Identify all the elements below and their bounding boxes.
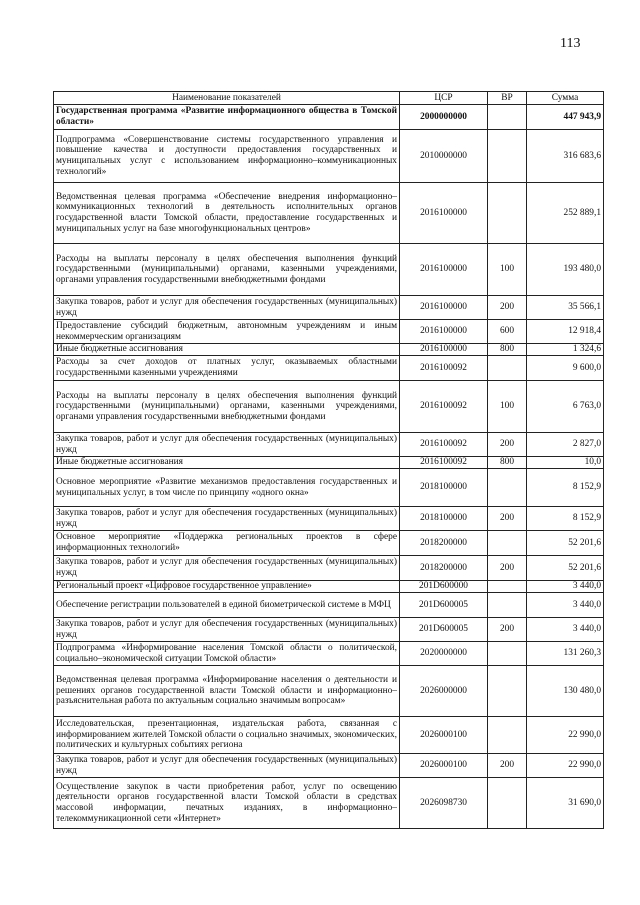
cell-vr <box>488 469 527 507</box>
cell-csr: 2026098730 <box>400 778 488 829</box>
cell-name: Основное мероприятие «Поддержка региональных проектов в сфере информационных технологий» <box>54 531 400 556</box>
cell-sum: 316 683,6 <box>527 130 604 183</box>
cell-name: Ведомственная целевая программа «Информирование населения о деятельности и решениях органов государственной власти Томской области и информационно–разъяснительная работа по актуальным социально значимым вопросам» <box>54 666 400 717</box>
table-row <box>54 105 604 130</box>
cell-name: Закупка товаров, работ и услуг для обеспечения государственных (муниципальных) нужд <box>54 556 400 581</box>
cell-vr <box>488 531 527 556</box>
cell-csr: 2016100000 <box>400 244 488 296</box>
table-row <box>54 469 604 507</box>
header-vr: ВР <box>488 92 527 105</box>
cell-sum: 22 990,0 <box>527 717 604 754</box>
cell-name: Осуществление закупок в части приобретения работ, услуг по освещению деятельности органов государственной власти Томской области в средствах массовой информации, печатных изданиях, в информационно–телекоммуникационной сети «Интернет» <box>54 778 400 829</box>
table-row <box>54 130 604 183</box>
cell-name: Государственная программа «Развитие информационного общества в Томской области» <box>54 105 400 130</box>
cell-sum: 10,0 <box>527 457 604 469</box>
table-row <box>54 531 604 556</box>
cell-name: Региональный проект «Цифровое государственное управление» <box>54 581 400 593</box>
table-row <box>54 183 604 244</box>
cell-csr: 2016100000 <box>400 183 488 244</box>
cell-vr: 200 <box>488 507 527 531</box>
cell-sum: 52 201,6 <box>527 556 604 581</box>
cell-name: Закупка товаров, работ и услуг для обеспечения государственных (муниципальных) нужд <box>54 296 400 320</box>
cell-vr: 200 <box>488 433 527 457</box>
table-row <box>54 642 604 666</box>
cell-name: Обеспечение регистрации пользователей в единой биометрической системе в МФЦ <box>54 593 400 618</box>
cell-vr: 200 <box>488 296 527 320</box>
cell-csr: 2010000000 <box>400 130 488 183</box>
table-row <box>54 507 604 531</box>
cell-csr: 2018200000 <box>400 556 488 581</box>
cell-csr: 201D600000 <box>400 581 488 593</box>
cell-name: Расходы на выплаты персоналу в целях обеспечения выполнения функций государственными (муниципальными) органами, казенными учреждениями, органами управления государственными внебюджетными фондами <box>54 381 400 433</box>
cell-name: Подпрограмма «Информирование населения Томской области о политической, социально–экономической ситуации Томской области» <box>54 642 400 666</box>
header-name: Наименование показателей <box>54 92 400 105</box>
cell-sum: 3 440,0 <box>527 618 604 642</box>
table-row <box>54 320 604 344</box>
cell-vr <box>488 183 527 244</box>
cell-sum: 3 440,0 <box>527 593 604 618</box>
cell-name: Закупка товаров, работ и услуг для обеспечения государственных (муниципальных) нужд <box>54 433 400 457</box>
cell-name: Закупка товаров, работ и услуг для обеспечения государственных (муниципальных) нужд <box>54 618 400 642</box>
table-row <box>54 556 604 581</box>
cell-csr: 2016100092 <box>400 381 488 433</box>
cell-vr <box>488 356 527 381</box>
page-number: 113 <box>560 36 581 51</box>
cell-sum: 6 763,0 <box>527 381 604 433</box>
cell-csr: 2016100092 <box>400 356 488 381</box>
cell-csr: 2018100000 <box>400 469 488 507</box>
cell-vr: 200 <box>488 754 527 778</box>
cell-name: Закупка товаров, работ и услуг для обеспечения государственных (муниципальных) нужд <box>54 754 400 778</box>
cell-vr <box>488 778 527 829</box>
cell-name: Иные бюджетные ассигнования <box>54 344 400 356</box>
header-sum: Сумма <box>527 92 604 105</box>
cell-sum: 2 827,0 <box>527 433 604 457</box>
cell-sum: 252 889,1 <box>527 183 604 244</box>
table-row <box>54 593 604 618</box>
cell-vr <box>488 105 527 130</box>
cell-csr: 2016100000 <box>400 320 488 344</box>
cell-name: Основное мероприятие «Развитие механизмов предоставления государственных и муниципальных услуг, в том числе по принципу «одного окна» <box>54 469 400 507</box>
cell-csr: 2016100000 <box>400 344 488 356</box>
table-row <box>54 433 604 457</box>
cell-sum: 131 260,3 <box>527 642 604 666</box>
cell-csr: 2026000000 <box>400 666 488 717</box>
cell-csr: 2020000000 <box>400 642 488 666</box>
cell-sum: 193 480,0 <box>527 244 604 296</box>
cell-sum: 31 690,0 <box>527 778 604 829</box>
table-body <box>54 105 604 829</box>
cell-csr: 2018200000 <box>400 531 488 556</box>
cell-sum: 9 600,0 <box>527 356 604 381</box>
cell-sum: 22 990,0 <box>527 754 604 778</box>
header-csr: ЦСР <box>400 92 488 105</box>
table-row <box>54 381 604 433</box>
cell-sum: 8 152,9 <box>527 469 604 507</box>
cell-csr: 2016100000 <box>400 296 488 320</box>
cell-name: Закупка товаров, работ и услуг для обеспечения государственных (муниципальных) нужд <box>54 507 400 531</box>
table-row <box>54 356 604 381</box>
table-row <box>54 457 604 469</box>
cell-name: Расходы за счет доходов от платных услуг, оказываемых областными государственными казенными учреждениями <box>54 356 400 381</box>
table-row <box>54 717 604 754</box>
table-row <box>54 778 604 829</box>
table-row <box>54 296 604 320</box>
cell-name: Ведомственная целевая программа «Обеспечение внедрения информационно–коммуникационных технологий в деятельность исполнительных органов государственной власти Томской области, предоставление государственных и муниципальных услуг на базе многофункциональных центров» <box>54 183 400 244</box>
table-row <box>54 754 604 778</box>
cell-csr: 2016100092 <box>400 433 488 457</box>
cell-csr: 2026000100 <box>400 754 488 778</box>
budget-table <box>53 91 604 829</box>
cell-name: Исследовательская, презентационная, издательская работа, связанная с информированием жителей Томской области о социально значимых, экономических, политических и культурных событиях региона <box>54 717 400 754</box>
table-row <box>54 344 604 356</box>
cell-vr: 100 <box>488 244 527 296</box>
cell-sum: 12 918,4 <box>527 320 604 344</box>
table-row <box>54 244 604 296</box>
cell-vr: 100 <box>488 381 527 433</box>
cell-name: Расходы на выплаты персоналу в целях обеспечения выполнения функций государственными (муниципальными) органами, казенными учреждениями, органами управления государственными внебюджетными фондами <box>54 244 400 296</box>
cell-csr: 2000000000 <box>400 105 488 130</box>
cell-sum: 1 324,6 <box>527 344 604 356</box>
cell-csr: 2026000100 <box>400 717 488 754</box>
cell-vr: 800 <box>488 457 527 469</box>
cell-name: Подпрограмма «Совершенствование системы государственного управления и повышение качества и доступности предоставления государственных и муниципальных услуг с использованием информационно–коммуникационных технологий» <box>54 130 400 183</box>
table-row <box>54 618 604 642</box>
cell-vr <box>488 666 527 717</box>
cell-sum: 3 440,0 <box>527 581 604 593</box>
table-row <box>54 581 604 593</box>
cell-vr <box>488 593 527 618</box>
cell-vr: 200 <box>488 618 527 642</box>
cell-csr: 201D600005 <box>400 593 488 618</box>
cell-sum: 130 480,0 <box>527 666 604 717</box>
cell-name: Иные бюджетные ассигнования <box>54 457 400 469</box>
cell-vr <box>488 642 527 666</box>
cell-csr: 201D600005 <box>400 618 488 642</box>
cell-vr: 200 <box>488 556 527 581</box>
table-row <box>54 666 604 717</box>
cell-sum: 52 201,6 <box>527 531 604 556</box>
cell-vr: 600 <box>488 320 527 344</box>
cell-csr: 2016100092 <box>400 457 488 469</box>
cell-vr <box>488 717 527 754</box>
cell-name: Предоставление субсидий бюджетным, автономным учреждениям и иным некоммерческим организациям <box>54 320 400 344</box>
cell-sum: 35 566,1 <box>527 296 604 320</box>
cell-sum: 8 152,9 <box>527 507 604 531</box>
cell-sum: 447 943,9 <box>527 105 604 130</box>
cell-vr <box>488 130 527 183</box>
cell-vr: 800 <box>488 344 527 356</box>
cell-vr <box>488 581 527 593</box>
table-header-row <box>54 92 604 105</box>
cell-csr: 2018100000 <box>400 507 488 531</box>
